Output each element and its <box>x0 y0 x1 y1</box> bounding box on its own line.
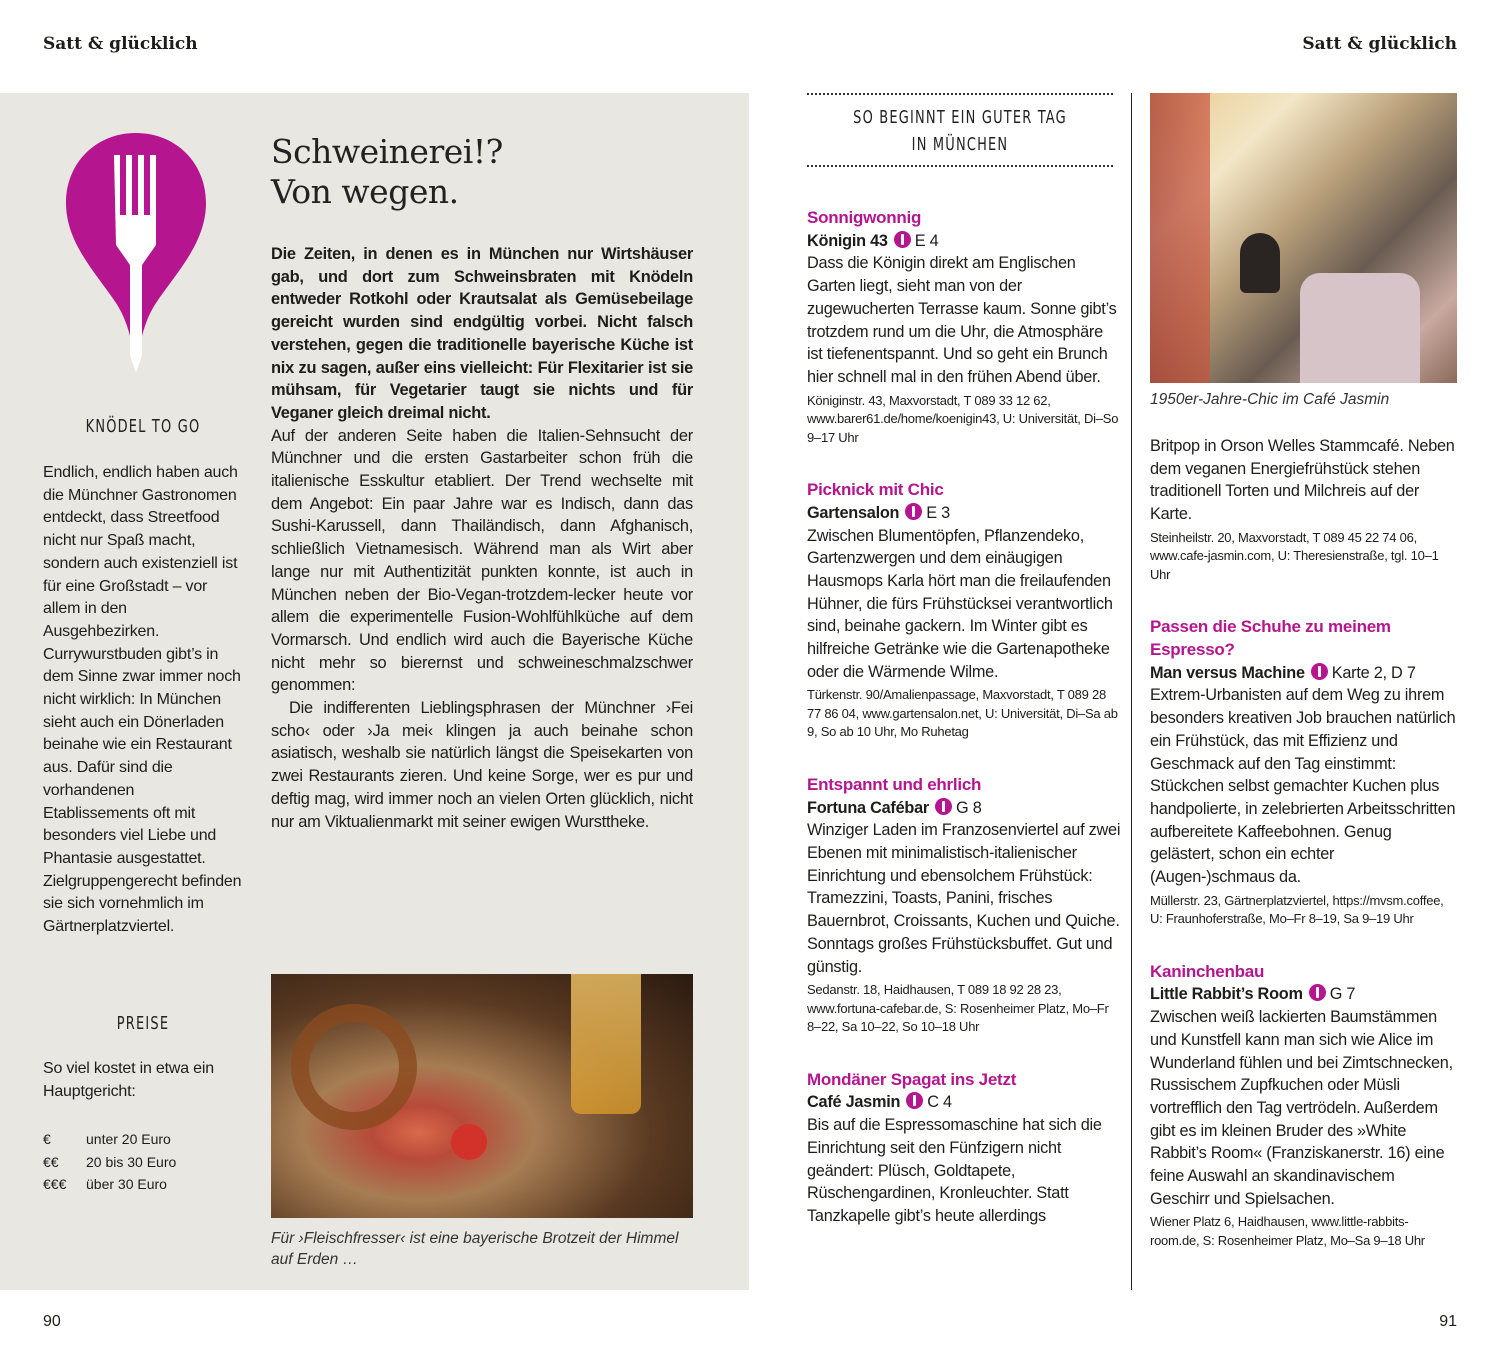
running-head-left: Satt & glücklich <box>43 34 198 54</box>
fork-circle-icon <box>906 1092 923 1109</box>
article-paragraph: Auf der anderen Seite haben die Italien-Sehnsucht der Münchner und die ersten Gastarbeiter schon früh die italienische Esskultur etabliert. Der Trend wechselte mit dem Angebot: Ein paar Jahre war es Indisch, dann das Sushi-Karussell, dann Thailändisch, dann Afghanisch, schließlich Vietnamesisch. Während man als Wirt aber lange nur mit Authentizität punkten konnte, ist auch in München neben der Bio-Vegan-trotzdem-lecker heute vor allem die experimentelle Fusion-Wohlfühlküche auf dem Vormarsch. Und endlich wird auch die Bayerische Küche nicht mehr so bierernst und schweineschmalzschwer genommen: <box>271 426 693 695</box>
page-number-left: 90 <box>43 1313 61 1330</box>
fork-circle-icon <box>1311 663 1328 680</box>
brotzeit-photo <box>271 974 693 1218</box>
page-number-right: 91 <box>1439 1313 1457 1330</box>
article-paragraph: Die indifferenten Lieblingsphrasen der Münchner ›Fei scho‹ oder ›Ja mei‹ klingen ja auch beinahe schon asiatisch, weshalb sie natürlich längst die Speisekarten von zwei Restaurants zieren. Und keine Sorge, wer es pur und deftig mag, wird immer noch an vielen Orten glücklich, nicht nur am Viktualienmarkt mit seiner ewigen Wursttheke. <box>271 699 693 831</box>
preise-heading: PREISE <box>116 1013 170 1034</box>
box-heading: SO BEGINNT EIN GUTER TAG IN MÜNCHEN <box>853 107 1067 155</box>
fork-pin-icon <box>66 133 206 373</box>
price-list <box>43 1128 176 1196</box>
cafe-jasmin-photo <box>1150 93 1457 383</box>
fork-circle-icon <box>935 798 952 815</box>
article-title: Schweinerei!? Von wegen. <box>271 132 503 211</box>
preise-intro: So viel kostet in etwa ein Hauptgericht: <box>43 1060 214 1100</box>
column-rule <box>1131 93 1132 1290</box>
list-item: Passen die Schuhe zu meinem Espresso? Man versus Machine Karte 2, D 7 Extrem-Urbanisten auf dem Weg zu ihrem besonders kreativen Job brauchen natürlich ein Frühstück, das mit Effizienz und Geschmack auf den Tag einstimmt: Stückchen selbst gemachter Kuchen plus handpolierte, in zelebrierten Arbeitsschritten aufbereitete Kaffeebohnen. Genug gelästert, schon ein echter (Augen-)schmaus da. Müllerstr. 23, Gärtnerplatzviertel, https://mvsm.coffee, U: Fraunhoferstraße, Mo–Fr 8–19, Sa 9–19 Uhr <box>1150 617 1456 927</box>
running-head-right: Satt & glücklich <box>1302 34 1457 54</box>
divider-dotted <box>807 93 1113 95</box>
fork-circle-icon <box>905 503 922 520</box>
divider-dotted <box>807 165 1113 167</box>
cafe-jasmin-caption: 1950er-Jahre-Chic im Café Jasmin <box>1150 391 1390 408</box>
list-item: Picknick mit Chic Gartensalon E 3 Zwischen Blumentöpfen, Pflanzendeko, Gartenzwergen und dem einäugigen Hausmops Karla hört man die freilaufenden Hühner, die fürs Frühstücksei verantwortlich sind, beinahe gackern. Im Winter gibt es hilfreiche Getränke wie die Gartenapotheke oder die Wärmende Wilme. Türkenstr. 90/Amalienpassage, Maxvorstadt, T 089 28 77 86 04, www.gartensalon.net, U: Universität, Di–Sa ab 9, So ab 10 Uhr, Mo Ruhetag <box>807 480 1118 740</box>
fork-circle-icon <box>894 231 911 248</box>
price-row: € unter 20 Euro <box>43 1131 171 1147</box>
list-item: Mondäner Spagat ins Jetzt Café Jasmin C 4 Bis auf die Espressomaschine hat sich die Einrichtung seit den Fünfzigern nicht geändert: Plüsch, Goldtapete, Rüschengardinen, Kronleuchter. Statt Tanzkapelle gibt’s heute allerdings <box>807 1069 1102 1225</box>
price-row: €€ 20 bis 30 Euro <box>43 1153 177 1170</box>
list-item: Kaninchenbau Little Rabbit’s Room G 7 Zwischen weiß lackierten Baumstämmen und Kunstfell kann man sich wie Alice im Wunderland fühlen und bei Zimtschnecken, Russischem Zupfkuchen oder Müsli vortrefflich den Tag vertrödeln. Außerdem gibt es im kleinen Bruder des »White Rabbit’s Room« (Franziskanerstr. 16) eine feine Auswahl an skandinavischem Geschirr und Spielsachen. Wiener Platz 6, Haidhausen, www.little-rabbits-room.de, S: Rosenheimer Platz, Mo–Sa 9–18 Uhr <box>1150 961 1453 1248</box>
brotzeit-caption: Für ›Fleischfresser‹ ist eine bayerische Brotzeit der Himmel auf Erden … <box>271 1230 679 1268</box>
article-body <box>271 243 693 833</box>
article-lead: Die Zeiten, in denen es in München nur Wirtshäuser gab, und dort zum Schweinsbraten mit Knödeln entweder Rotkohl oder Krautsalat als Gemüsebeilage gereicht wurden sind endgültig vorbei. Nicht falsch verstehen, gegen die traditionelle bayerische Küche ist nix zu sagen, außer eins vielleicht: Für Flexitarier ist sie mühsam, für Vegetarier taugt sie nichts und für Veganer gleich dreimal nicht. <box>271 245 693 422</box>
list-item: Entspannt und ehrlich Fortuna Cafébar G 8 Winziger Laden im Franzosenviertel auf zwei Ebenen mit minimalistisch-italienischer Einrichtung und ebensolchem Frühstück: Tramezzini, Toasts, Panini, frisches Bauernbrot, Croissants, Kuchen und Quiche. Sonntags großes Frühstücksbuffet. Gut und günstig. Sedanstr. 18, Haidhausen, T 089 18 92 28 23, www.fortuna-cafebar.de, S: Rosenheimer Platz, Mo–Fr 8–22, Sa 10–22, So 10–18 Uhr <box>807 774 1121 1035</box>
list-item: Sonnigwonnig Königin 43 E 4 Dass die Königin direkt am Englischen Garten liegt, sieht man von der zugewucherten Terrasse kaum. Sonne gibt’s trotzdem rund um die Uhr, die Atmosphäre ist tiefenentspannt. Und so geht ein Brunch hier schnell mal in den frühen Abend über. Königinstr. 43, Maxvorstadt, T 089 33 12 62, www.barer61.de/home/koenigin43, U: Universität, Di–So 9–17 Uhr <box>807 208 1119 445</box>
price-row: €€€ über 30 Euro <box>43 1176 167 1193</box>
column-right <box>1150 435 1457 1282</box>
fork-circle-icon <box>1309 984 1326 1001</box>
knoedel-text: Endlich, endlich haben auch die Münchner Gastronomen entdeckt, dass Streetfood nicht nur Spaß macht, sondern auch existenziell ist für eine Großstadt – vor allem in den Ausgehbezirken. Currywurstbuden gibt’s in dem Sinne zwar immer noch nicht wirklich: In München sieht auch ein Dönerladen beinahe wie ein Restaurant aus. Dafür sind die vorhandenen Etablissements oft mit besonders viel Liebe und Phantasie ausgestattet. Zielgruppengerecht befinden sie sich vornehmlich im Gärtnerplatzviertel. <box>43 464 242 936</box>
knoedel-heading: KNÖDEL TO GO <box>85 416 201 437</box>
list-item: Britpop in Orson Welles Stammcafé. Neben dem veganen Energiefrühstück stehen traditionell Torten und Milchreis auf der Karte. Steinheilstr. 20, Maxvorstadt, T 089 45 22 74 06, www.cafe-jasmin.com, U: Theresienstraße, tgl. 10–1 Uhr <box>1150 437 1455 582</box>
column-left <box>807 207 1122 1260</box>
